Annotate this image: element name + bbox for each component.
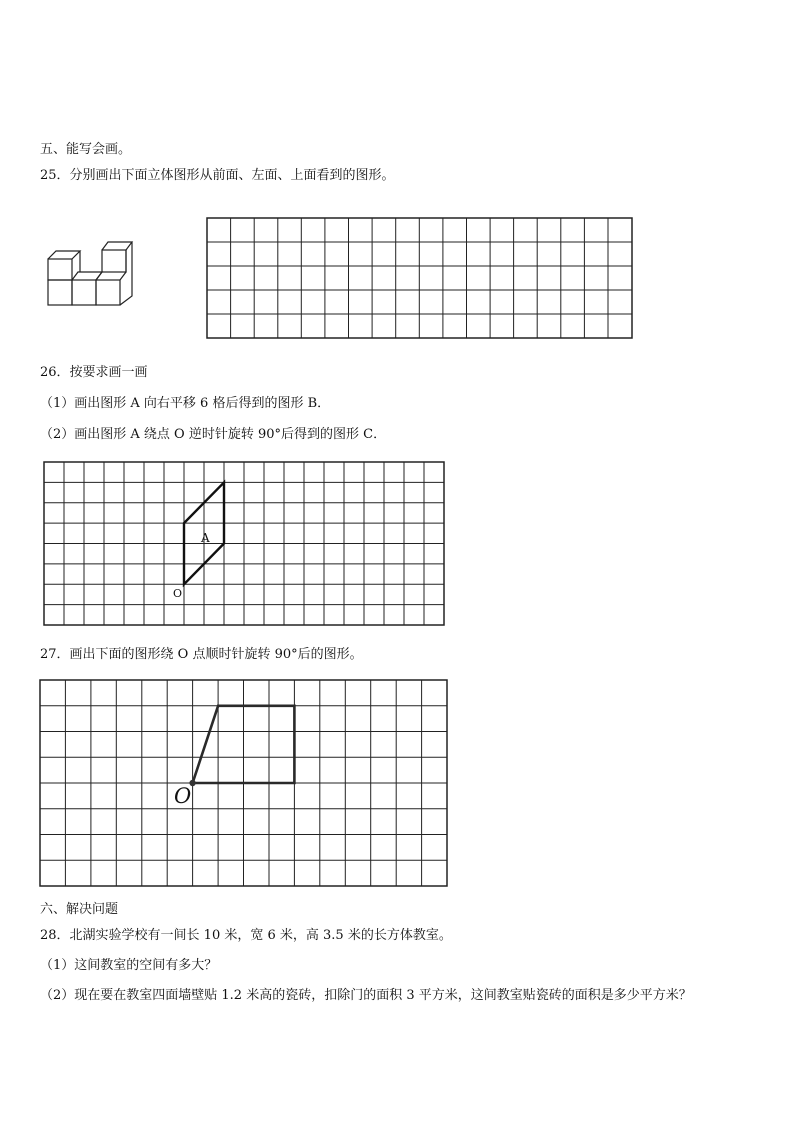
shape-a-label: A <box>201 531 210 545</box>
cube-top-right <box>102 242 132 250</box>
question-26-part-1: （1）画出图形 A 向右平移 6 格后得到的图形 B． <box>40 396 331 411</box>
question-28-part-1: （1）这间教室的空间有多大？ <box>40 958 218 973</box>
cube-edge-right <box>120 250 126 280</box>
section-six-heading: 六、解决问题 <box>40 902 119 917</box>
question-27-text: 27．画出下面的图形绕 O 点顺时针旋转 90°后的图形。 <box>40 647 363 662</box>
view-grid-lines <box>207 218 632 338</box>
q27-point-o-label: O <box>174 784 192 808</box>
question-28-text: 28．北湖实验学校有一间长 10 米，宽 6 米，高 3.5 米的长方体教室。 <box>40 928 452 943</box>
question-25-text: 25．分别画出下面立体图形从前面、左面、上面看到的图形。 <box>40 168 395 183</box>
question-26-part-2: （2）画出图形 A 绕点 O 逆时针旋转 90°后得到的图形 C． <box>40 427 387 442</box>
translation-rotation-grid <box>44 462 444 625</box>
cube-figure <box>48 242 132 305</box>
question-28-part-2: （2）现在要在教室四面墙壁贴 1.2 米高的瓷砖，扣除门的面积 3 平方米，这间教室贴瓷砖的面积是多少平方米？ <box>40 988 692 1003</box>
cube-front-left-upper <box>48 259 72 280</box>
q26-point-o-label: O <box>173 587 183 600</box>
cube-top-left <box>48 251 80 259</box>
cube-front-2 <box>72 280 96 305</box>
section-five-heading: 五、能写会画。 <box>40 142 132 157</box>
cube-edge-mid <box>96 272 102 280</box>
q26-grid-lines <box>44 462 444 625</box>
view-drawing-grid <box>207 218 632 338</box>
cube-front-right-upper <box>102 250 126 272</box>
cube-front-3 <box>96 280 120 305</box>
cube-front-1 <box>48 280 72 305</box>
question-26-text: 26．按要求画一画 <box>40 365 148 380</box>
